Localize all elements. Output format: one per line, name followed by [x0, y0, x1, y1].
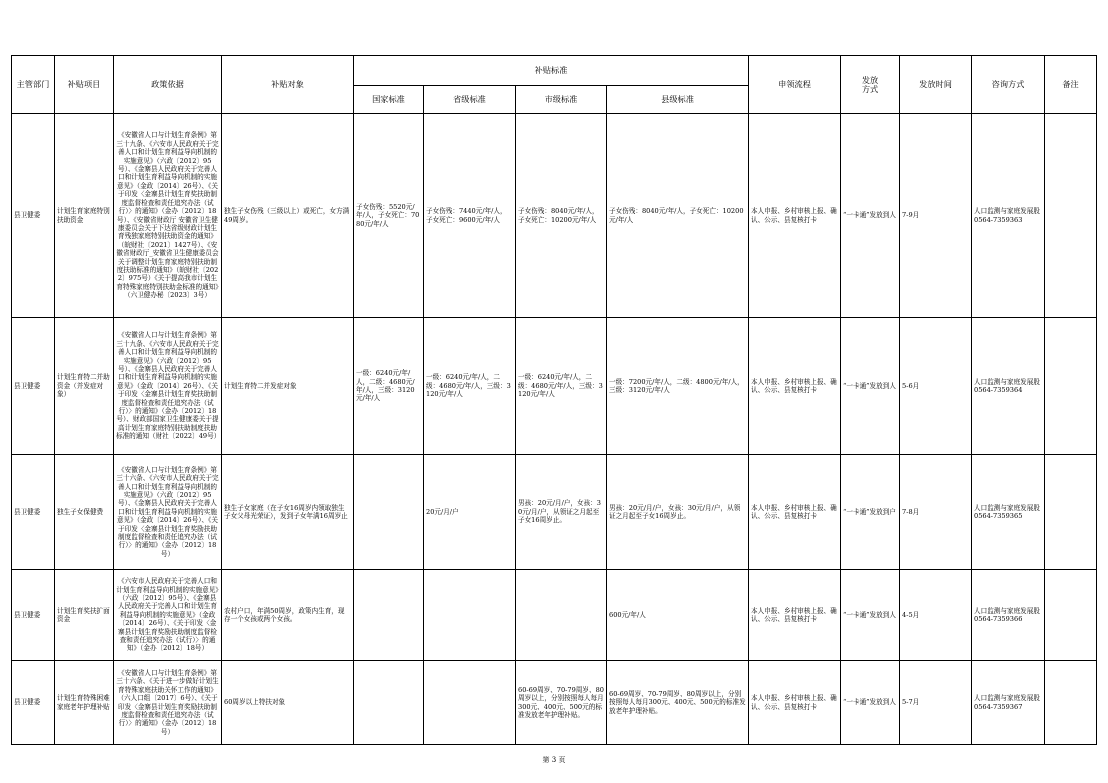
municipal-cell: 一级：6240元/年/人，二级：4680元/年/人，三级：3120元/年/人 [516, 318, 607, 455]
header-time: 发放时间 [900, 56, 972, 114]
header-item: 补贴项目 [55, 56, 114, 114]
remark-cell [1045, 114, 1097, 318]
dept-cell: 县卫健委 [12, 661, 55, 745]
municipal-cell: 60-69周岁、70-79周岁、80周岁以上，分别按照每人每月300元、400元、500元的标准发放老年护理补贴。 [516, 661, 607, 745]
basis-cell: 《安徽省人口与计划生育条例》第三十六条、《关于进一步做好计划生育特殊家庭扶助关怀工作的通知》（六人口组〔2017〕6号）、《关于印发〈金寨县计划生育奖励扶助制度监督检查和责任追究办法（试行）〉的通知》（金办〔2012〕18号） [114, 661, 222, 745]
dept-cell: 县卫健委 [12, 455, 55, 570]
basis-cell: 《安徽省人口与计划生育条例》第三十九条、《六安市人民政府关于完善人口和计划生育利益导向机制的实施意见》（六政〔2012〕95号）、《金寨县人民政府关于完善人口和计划生育利益导向机制的实施意见》（金政〔2014〕26号）、《关于印发〈金寨县计划生育奖扶助制度监督检查和责任追究办法（试行）〉的通知》（金办〔2012〕18号）、财政部国家卫生健康委关于提高计划生育家庭特别扶助制度扶助标准的通知（财社〔2022〕49号） [114, 318, 222, 455]
provincial-cell: 子女伤残：7440元/年/人，子女死亡：9600元/年/人 [424, 114, 516, 318]
item-cell: 计划生育家庭特别扶助资金 [55, 114, 114, 318]
header-basis: 政策依据 [114, 56, 222, 114]
basis-cell: 《安徽省人口与计划生育条例》第三十九条、《六安市人民政府关于完善人口和计划生育利益导向机制的实施意见》（六政〔2012〕95号）、《金寨县人民政府关于完善人口和计划生育利益导向机制的实施意见》（金政〔2014〕26号）、《关于印发〈金寨县计划生育奖扶助制度监督检查和责任追究办法（试行）〉的通知》（金办〔2012〕18号）、《安徽省财政厅 安徽省卫生健康委员会关于下达省级财政计划生育残独家庭特别扶助资金的通知》（皖财社〔2021〕1427号）、《安徽省财政厅_安徽省卫生健康委员会关于调整计划生育家庭特别扶助制度扶助标准的通知》（皖财社〔2022〕975号）《关于提高我市计划生育特殊家庭特别扶助金标准的通知》（六卫健办秘〔2023〕3号） [114, 114, 222, 318]
contact-cell: 人口监测与家庭发展股 0564-7359365 [972, 455, 1045, 570]
basis-cell: 《六安市人民政府关于完善人口和计划生育利益导向机制的实施意见》（六政〔2012〕95号）、《金寨县人民政府关于完善人口和计划生育利益导向机制的实施意见》（金政〔2014〕26号）、《关于印发〈金寨县计划生育奖励扶助制度监督检查和责任追究办法（试行）〉的通知》（金办〔2012〕18号） [114, 570, 222, 661]
remark-cell [1045, 318, 1097, 455]
target-cell: 独生子女伤残（三级以上）或死亡，女方满49周岁。 [222, 114, 354, 318]
method-cell: “一卡通”发放到户 [841, 455, 900, 570]
national-cell: 子女伤残：5520元/年/人，子女死亡：7080元/年/人 [354, 114, 424, 318]
header-standard: 补贴标准 [354, 56, 749, 86]
header-county: 县级标准 [607, 86, 749, 114]
target-cell: 计划生育特二并发症对象 [222, 318, 354, 455]
provincial-cell [424, 570, 516, 661]
provincial-cell: 一级：6240元/年/人，二级：4680元/年/人，三级：3120元/年/人 [424, 318, 516, 455]
header-dept: 主管部门 [12, 56, 55, 114]
dept-cell: 县卫健委 [12, 114, 55, 318]
remark-cell [1045, 570, 1097, 661]
process-cell: 本人申报、乡村审核上报、确认、公示、县复核打卡 [749, 455, 841, 570]
time-cell: 7-9月 [900, 114, 972, 318]
county-cell: 一级：7200元/年/人，二级：4800元/年/人，三级：3120元/年/人 [607, 318, 749, 455]
header-national: 国家标准 [354, 86, 424, 114]
contact-cell: 人口监测与家庭发展股 0564-7359367 [972, 661, 1045, 745]
page-number: 第 3 页 [542, 756, 566, 764]
method-cell: “一卡通”发放到人 [841, 661, 900, 745]
table-row [12, 570, 1097, 661]
remark-cell [1045, 455, 1097, 570]
time-cell: 4-5月 [900, 570, 972, 661]
county-cell: 60-69周岁、70-79周岁、80周岁以上，分别按照每人每月300元、400元、500元的标准发放老年护理补贴。 [607, 661, 749, 745]
county-cell: 男孩：20元/月/户，女孩：30元/月/户，从领证之月起至子女16周岁止。 [607, 455, 749, 570]
remark-cell [1045, 661, 1097, 745]
provincial-cell [424, 661, 516, 745]
process-cell: 本人申报、乡村审核上报、确认、公示、县复核打卡 [749, 570, 841, 661]
table-row [12, 661, 1097, 745]
time-cell: 5-6月 [900, 318, 972, 455]
method-cell: “一卡通”发放到人 [841, 570, 900, 661]
method-cell: “一卡通”发放到人 [841, 114, 900, 318]
municipal-cell: 子女伤残：8040元/年/人，子女死亡：10200元/年/人 [516, 114, 607, 318]
table-row [12, 114, 1097, 318]
item-cell: 计划生育特殊困难家庭老年护理补贴 [55, 661, 114, 745]
header-target: 补贴对象 [222, 56, 354, 114]
table-row [12, 318, 1097, 455]
contact-cell: 人口监测与家庭发展股 0564-7359364 [972, 318, 1045, 455]
dept-cell: 县卫健委 [12, 570, 55, 661]
header-municipal: 市级标准 [516, 86, 607, 114]
time-cell: 5-7月 [900, 661, 972, 745]
header-remark: 备注 [1045, 56, 1097, 114]
item-cell: 计划生育奖扶扩面资金 [55, 570, 114, 661]
county-cell: 600元/年/人 [607, 570, 749, 661]
target-cell: 60周岁以上特扶对象 [222, 661, 354, 745]
subsidy-table [11, 55, 1097, 745]
header-contact: 咨询方式 [972, 56, 1045, 114]
method-cell: “一卡通”发放到人 [841, 318, 900, 455]
dept-cell: 县卫健委 [12, 318, 55, 455]
item-cell: 独生子女保健费 [55, 455, 114, 570]
municipal-cell [516, 570, 607, 661]
item-cell: 计划生育特二并助资金（并发症对象） [55, 318, 114, 455]
table-row [12, 455, 1097, 570]
header-provincial: 省级标准 [424, 86, 516, 114]
county-cell: 子女伤残：8040元/年/人，子女死亡：10200元/年/人 [607, 114, 749, 318]
national-cell [354, 570, 424, 661]
process-cell: 本人申报、乡村审核上报、确认、公示、县复核打卡 [749, 114, 841, 318]
provincial-cell: 20元/月/户 [424, 455, 516, 570]
target-cell: 农村户口，年满50周岁，政策内生育，现存一个女孩或两个女孩。 [222, 570, 354, 661]
basis-cell: 《安徽省人口与计划生育条例》第三十六条、《六安市人民政府关于完善人口和计划生育利益导向机制的实施意见》（六政〔2012〕95号）、《金寨县人民政府关于完善人口和计划生育利益导向机制的实施意见》（金政〔2014〕26号）、《关于印发〈金寨县计划生育奖励扶助制度监督检查和责任追究办法（试行）〉的通知》（金办〔2012〕18号） [114, 455, 222, 570]
national-cell: 一级：6240元/年/人，二级：4680元/年/人，三级：3120元/年/人 [354, 318, 424, 455]
municipal-cell: 男孩：20元/月/户，女孩：30元/月/户，从领证之月起至子女16周岁止。 [516, 455, 607, 570]
process-cell: 本人申报、乡村审核上报、确认、公示、县复核打卡 [749, 318, 841, 455]
process-cell: 本人申报、乡村审核上报、确认、公示、县复核打卡 [749, 661, 841, 745]
contact-cell: 人口监测与家庭发展股 0564-7359363 [972, 114, 1045, 318]
header-process: 申领流程 [749, 56, 841, 114]
contact-cell: 人口监测与家庭发展股 0564-7359366 [972, 570, 1045, 661]
target-cell: 独生子女家庭（在子女16周岁内领取独生子女父母光荣证），发到子女年满16周岁止 [222, 455, 354, 570]
time-cell: 7-8月 [900, 455, 972, 570]
header-method: 发放 方式 [841, 56, 900, 114]
national-cell [354, 661, 424, 745]
national-cell [354, 455, 424, 570]
header-row [12, 56, 1097, 86]
